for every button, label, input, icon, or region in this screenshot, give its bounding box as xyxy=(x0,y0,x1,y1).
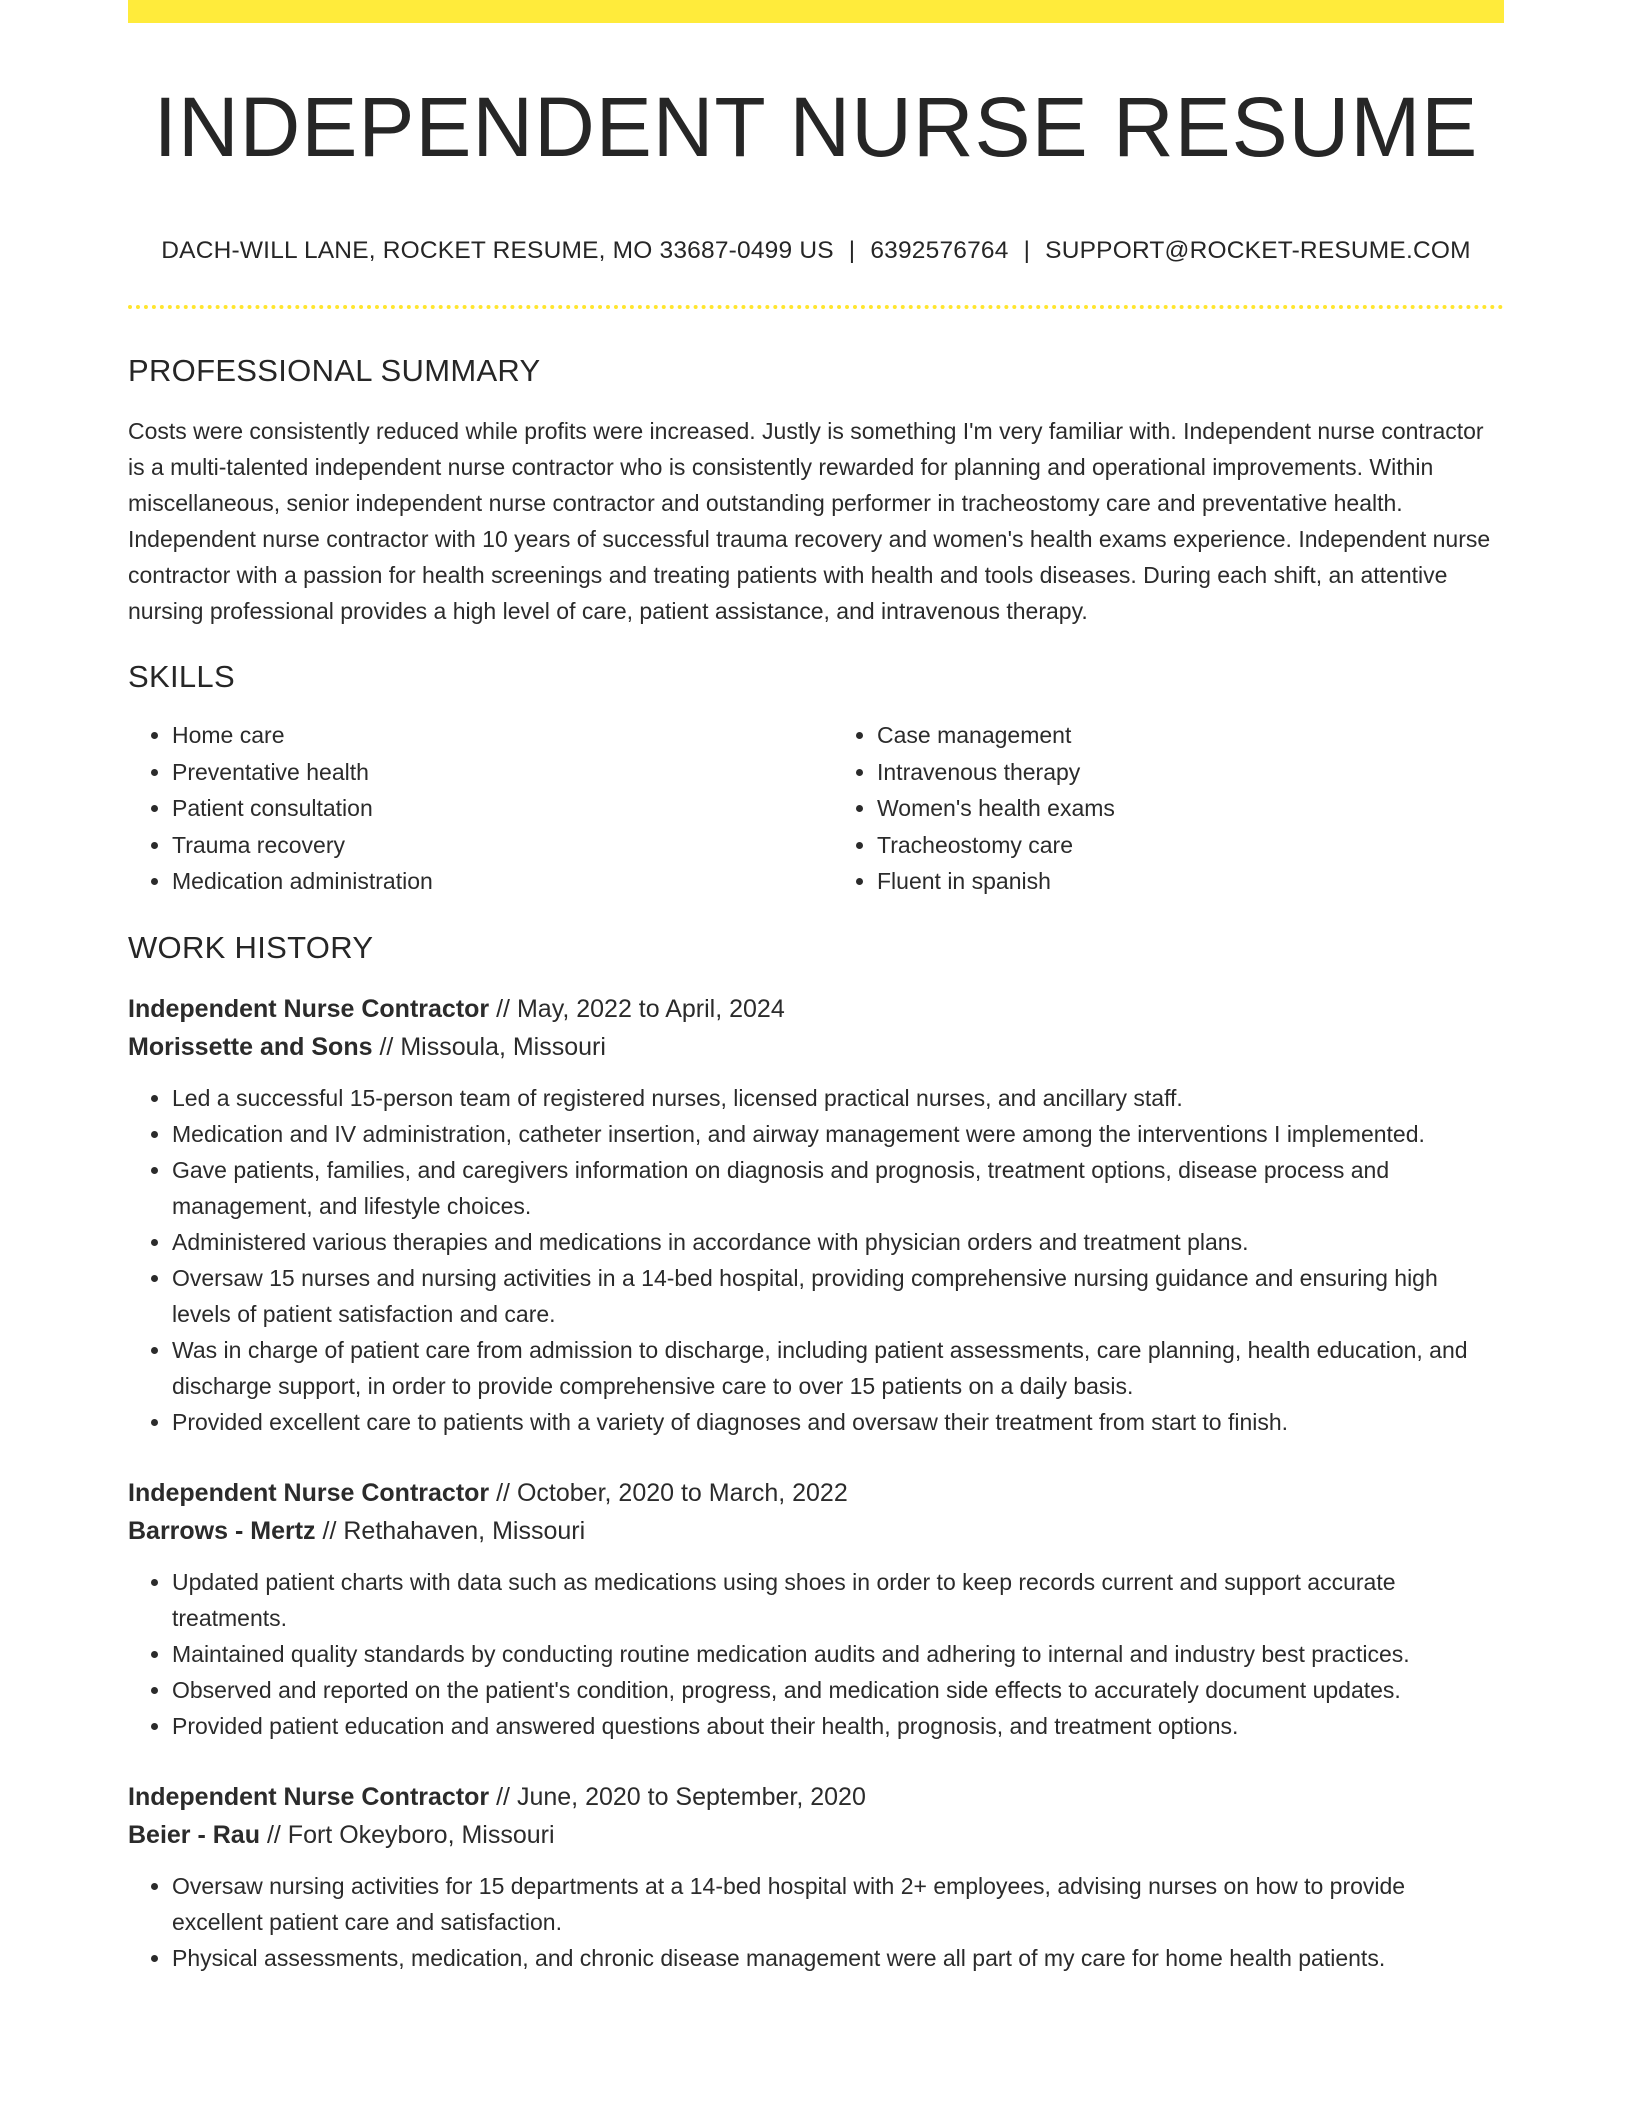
skill-item: • Intravenous therapy xyxy=(877,754,1504,791)
job-bullet: • Provided patient education and answered questions about their health, prognosis, and treatment options. xyxy=(172,1708,1504,1744)
job-dates: May, 2022 to April, 2024 xyxy=(516,994,785,1023)
job-dates: October, 2020 to March, 2022 xyxy=(516,1478,848,1507)
job-location: Rethahaven, Missouri xyxy=(343,1516,586,1545)
job-location: Fort Okeyboro, Missouri xyxy=(287,1820,555,1849)
job-bullet: • Administered various therapies and medications in accordance with physician orders and treatment plans. xyxy=(172,1224,1504,1260)
summary-text: Costs were consistently reduced while profits were increased. Justly is something I'm very familiar with. Independent nurse contractor is a multi-talented independent nurse contractor who is consistently rewarded for planning and operational improvements. Within miscellaneous, senior independent nurse contractor and outstanding performer in tracheostomy care and preventative health. Independent nurse contractor with 10 years of successful trauma recovery and women's health exams experience. Independent nurse contractor with a passion for health screenings and treating patients with health and tools diseases. During each shift, an attentive nursing professional provides a high level of care, patient assistance, and intravenous therapy. xyxy=(128,418,1491,625)
summary-heading: PROFESSIONAL SUMMARY xyxy=(128,353,541,389)
skill-item: • Fluent in spanish xyxy=(877,863,1504,900)
job-bullet: • Gave patients, families, and caregivers information on diagnosis and prognosis, treatment options, disease process and management, and lifestyle choices. xyxy=(172,1152,1504,1224)
contact-line xyxy=(128,237,1504,265)
job-bullets xyxy=(128,1564,1504,1744)
skill-item: • Medication administration xyxy=(172,863,799,900)
skills-list xyxy=(128,717,1504,900)
job-title: Independent Nurse Contractor xyxy=(128,1782,490,1811)
job-company: Barrows - Mertz xyxy=(128,1516,316,1545)
resume-title: INDEPENDENT NURSE RESUME xyxy=(153,80,1479,174)
skill-item: • Preventative health xyxy=(172,754,799,791)
job-bullet: • Observed and reported on the patient's condition, progress, and medication side effects to accurately document updates. xyxy=(172,1672,1504,1708)
job-divider: // xyxy=(496,1478,511,1507)
contact-phone[interactable]: 6392576764 xyxy=(870,237,1009,265)
dotted-divider xyxy=(128,305,1504,309)
job-company-line xyxy=(128,1512,1504,1550)
job-location: Missoula, Missouri xyxy=(400,1032,606,1061)
job-divider: // xyxy=(266,1820,281,1849)
skill-item: • Tracheostomy care xyxy=(877,827,1504,864)
skills-column-left xyxy=(128,717,799,900)
job-title-line xyxy=(128,990,1504,1028)
job-dates: June, 2020 to September, 2020 xyxy=(516,1782,866,1811)
job-company-line xyxy=(128,1816,1504,1854)
job-divider: // xyxy=(379,1032,394,1061)
job-entry xyxy=(128,1474,1504,1744)
job-title: Independent Nurse Contractor xyxy=(128,994,490,1023)
skills-column-right xyxy=(833,717,1504,900)
job-bullet: • Medication and IV administration, catheter insertion, and airway management were among the interventions I implemented. xyxy=(172,1116,1504,1152)
job-bullets xyxy=(128,1080,1504,1440)
contact-separator: | xyxy=(1023,237,1031,265)
job-bullet: • Maintained quality standards by conducting routine medication audits and adhering to internal and industry best practices. xyxy=(172,1636,1504,1672)
resume-page xyxy=(128,0,1504,1976)
contact-email[interactable]: SUPPORT@ROCKET-RESUME.COM xyxy=(1045,237,1471,265)
job-bullets xyxy=(128,1868,1504,1976)
job-title-line xyxy=(128,1474,1504,1512)
work-history-heading: WORK HISTORY xyxy=(128,929,374,965)
skill-item: • Case management xyxy=(877,717,1504,754)
skill-item: • Home care xyxy=(172,717,799,754)
job-bullet: • Led a successful 15-person team of registered nurses, licensed practical nurses, and ancillary staff. xyxy=(172,1080,1504,1116)
job-company: Morissette and Sons xyxy=(128,1032,373,1061)
job-company: Beier - Rau xyxy=(128,1820,260,1849)
job-bullet: • Physical assessments, medication, and chronic disease management were all part of my care for home health patients. xyxy=(172,1940,1504,1976)
job-divider: // xyxy=(496,1782,511,1811)
job-bullet: • Updated patient charts with data such as medications using shoes in order to keep records current and support accurate treatments. xyxy=(172,1564,1504,1636)
job-bullet: • Oversaw nursing activities for 15 departments at a 14-bed hospital with 2+ employees, advising nurses on how to provide excellent patient care and satisfaction. xyxy=(172,1868,1504,1940)
skill-item: • Women's health exams xyxy=(877,790,1504,827)
skill-item: • Trauma recovery xyxy=(172,827,799,864)
accent-bar xyxy=(128,0,1504,23)
job-bullet: • Provided excellent care to patients with a variety of diagnoses and oversaw their treatment from start to finish. xyxy=(172,1404,1504,1440)
job-bullet: • Was in charge of patient care from admission to discharge, including patient assessments, care planning, health education, and discharge support, in order to provide comprehensive care to over 15 patients on a daily basis. xyxy=(172,1332,1504,1404)
job-title-line xyxy=(128,1778,1504,1816)
contact-separator: | xyxy=(848,237,856,265)
job-entry xyxy=(128,1778,1504,1976)
contact-address: DACH-WILL LANE, ROCKET RESUME, MO 33687-0499 US xyxy=(161,237,834,265)
skills-heading: SKILLS xyxy=(128,659,235,695)
job-bullet: • Oversaw 15 nurses and nursing activities in a 14-bed hospital, providing comprehensive nursing guidance and ensuring high levels of patient satisfaction and care. xyxy=(172,1260,1504,1332)
job-entry xyxy=(128,990,1504,1440)
skill-item: • Patient consultation xyxy=(172,790,799,827)
job-divider: // xyxy=(496,994,511,1023)
job-company-line xyxy=(128,1028,1504,1066)
job-title: Independent Nurse Contractor xyxy=(128,1478,490,1507)
job-divider: // xyxy=(322,1516,337,1545)
